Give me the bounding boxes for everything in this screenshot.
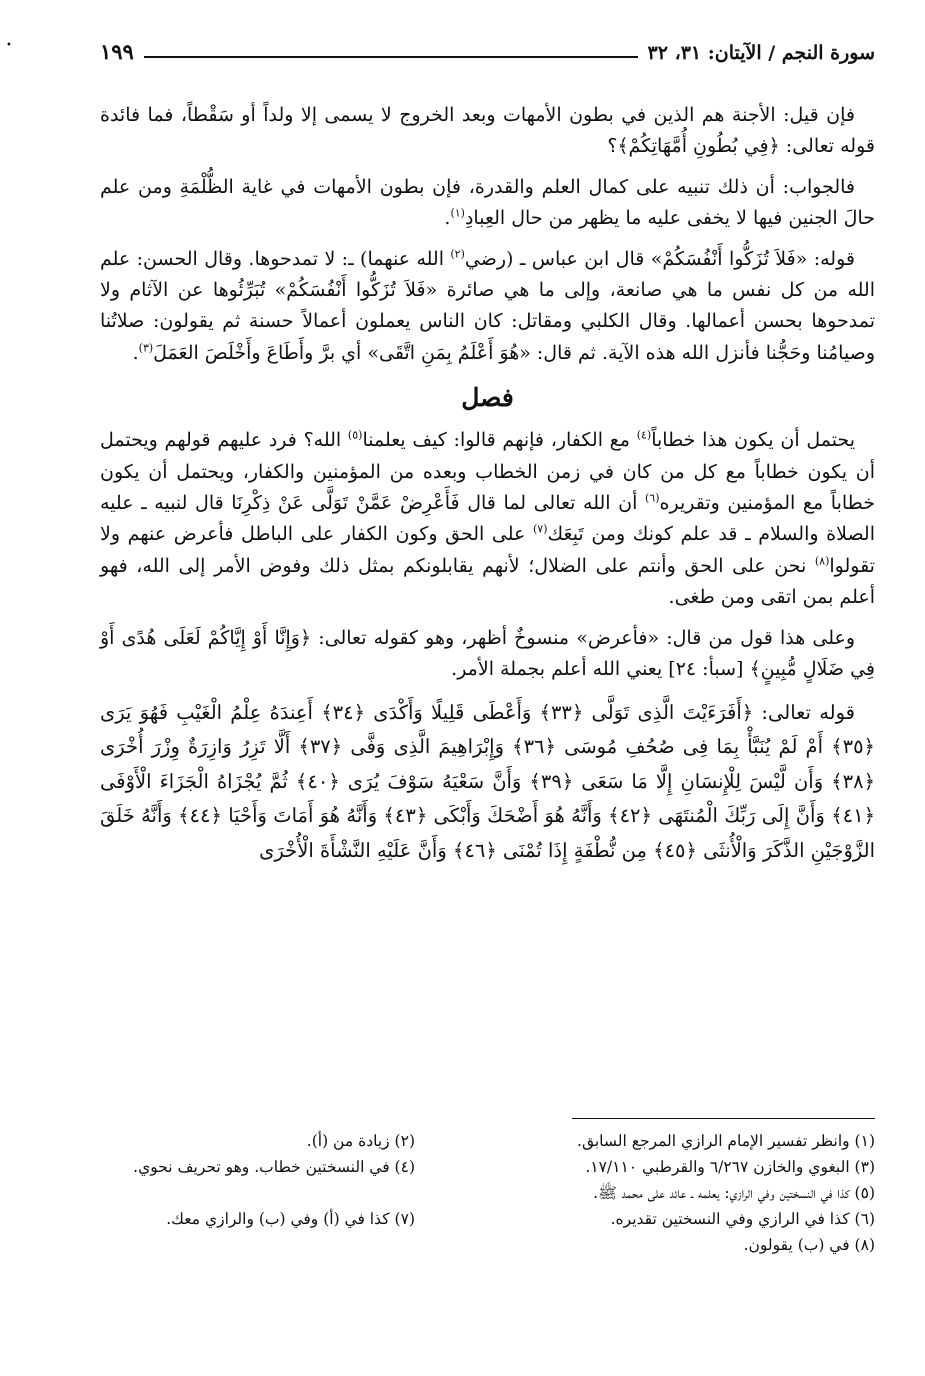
- footnote-ref-4: (٤): [636, 428, 652, 442]
- quran-verses: [100, 696, 875, 869]
- fasl-text-a: يحتمل أن يكون هذا خطاباً: [651, 429, 855, 452]
- footnote-row: [100, 1180, 875, 1206]
- footnote-ref-1: (١): [450, 206, 465, 220]
- margin-dot-icon: •: [6, 40, 12, 51]
- paragraph-answer: [100, 172, 875, 235]
- answer-text: فالجواب: أن ذلك تنبيه على كمال العلم والقدرة، فإن بطون الأمهات في غاية الظُّلْمَةِ ومن علم حالَ الجنين فيها لا يخفى عليه ما يظهر من حال العِبادِ: [100, 175, 875, 230]
- tazkiya-text-b: الله عنهما) ـ: لا تمدحوها. وقال الحسن: علم الله من كل نفس ما هي صانعة، وإلى ما هي صائرة «فَلاَ تُزَكُّوا أَنْفُسَكُمْ» تُبَرِّئُوها عن الآثام ولا تمدحوها بحسن أعمالها. وقال الكلبي ومقاتل: كان الناس يعملون أعمالاً حسنة ثم يقولون: صلاتُنا وصيامُنا وحَجُّنا فأنزل الله هذه الآية. ثم قال: «هُوَ أَعْلَمُ بِمَنِ اتَّقَى» أي برَّ وأَطَاعَ وأَخْلَصَ العَمَلَ: [100, 247, 875, 364]
- paragraph-question-text: فإن قيل: الأجنة هم الذين في بطون الأمهات وبعد الخروج لا يسمى إلا ولداً أو سَقْطاً، فما فائدة قوله تعالى: ﴿فِي بُطُونِ أُمَّهَاتِكُمْ﴾؟: [100, 104, 875, 158]
- footnote-7: (٧) كذا في (أ) وفي (ب) والرازي معك.: [166, 1210, 415, 1228]
- page-header: [100, 30, 875, 64]
- footnote-row: [100, 1154, 875, 1180]
- answer-end: .: [444, 207, 451, 230]
- abrogation-text: وعلى هذا قول من قال: «فأعرض» منسوخٌ أظهر، وهو كقوله تعالى: ﴿وَإِنَّا أَوْ إِيَّاكُمْ لَعَلَى هُدًى أَوْ فِي ضَلَالٍ مُّبِينٍ﴾ [سبأ: ٢٤] يعني الله أعلم بجملة الأمر.: [100, 626, 875, 681]
- footnote-rule: [572, 1118, 875, 1119]
- footnote-ref-7: (٧): [533, 523, 548, 537]
- footnote-ref-6: (٦): [644, 491, 660, 505]
- footnote-8: (٨) في (ب) يقولون.: [743, 1236, 875, 1254]
- fasl-text-f: نحن على الحق وأنتم على الضلال؛ لأنهم يقابلونكم بمثل ذلك وفوض الأمر إلى الله، فهو أعلم بمن اتقى ومن طغى.: [100, 554, 875, 609]
- fasl-text-c: الله؟ فرد عليهم قولهم ويحتمل أن يكون خطاباً مع كل من كان في زمن الخطاب وبعده من المؤمنين والكفار، ويحتمل أن يكون خطاباً مع المؤمنين وتقريره: [100, 429, 875, 515]
- paragraph-fasl: [100, 425, 875, 613]
- footnote-5: (٥) كذا في النسختين وفي الرازي: يعلمه ـ عائد على محمد ﷺ.: [593, 1184, 875, 1202]
- section-title: فصل: [461, 383, 514, 413]
- fasl-text-e: على الحق وكون الكفار على الباطل فأعرض عنهم ولا تقولوا: [100, 523, 875, 577]
- fasl-text-d: أن الله تعالى لما قال فَأَعْرِضْ عَمَّنْ تَوَلَّى عَنْ ذِكْرِنَا قال لنبيه ـ عليه الصلاة والسلام ـ قد علم كونك ومن تَبِعَك: [100, 492, 875, 546]
- fasl-text-b: مع الكفار، فإنهم قالوا: كيف يعلمنا: [362, 429, 630, 452]
- footnote-ref-8: (٨): [814, 554, 830, 568]
- footnote-1: (١) وانظر تفسير الإمام الرازي المرجع السابق.: [577, 1132, 875, 1150]
- page-number: ١٩٩: [100, 39, 134, 64]
- footnote-ref-3: (٣): [138, 341, 154, 355]
- header-rule: [144, 56, 638, 58]
- footnote-6: (٦) كذا في الرازي وفي النسختين تقديره.: [610, 1210, 875, 1228]
- tazkiya-end: .: [132, 341, 139, 364]
- running-title: سورة النجم / الآيتان: ٣١، ٣٢: [647, 42, 875, 64]
- footnote-ref-5: (٥): [347, 428, 363, 442]
- paragraph-abrogation: [100, 623, 875, 686]
- footnote-4: (٤) في النسختين خطاب. وهو تحريف نحوي.: [133, 1158, 415, 1176]
- footnote-3: (٣) البغوي والخازن ٦/٢٦٧ والقرطبي ١٧/١١٠.: [585, 1158, 875, 1176]
- main-text: [100, 100, 875, 877]
- footnote-row: [100, 1232, 875, 1258]
- footnote-row: [100, 1128, 875, 1154]
- footnote-row: [100, 1206, 875, 1232]
- tazkiya-text-a: قوله: «فَلاَ تُزَكُّوا أَنْفُسَكُمْ» قال ابن عباس ـ (رضي: [464, 247, 855, 270]
- footnote-ref-2: (٢): [450, 247, 465, 261]
- footnote-2: (٢) زيادة من (أ).: [306, 1132, 415, 1150]
- footnotes: [100, 1128, 875, 1258]
- paragraph-question: [100, 100, 875, 163]
- verses-text: قوله تعالى: ﴿أَفَرَءَيْتَ الَّذِى تَوَلَّى ﴿٣٣﴾ وَأَعْطَى قَلِيلًا وَأَكْدَى ﴿٣٤﴾ أَعِندَهُ عِلْمُ الْغَيْبِ فَهُوَ يَرَى ﴿٣٥﴾ أَمْ لَمْ يُنَبَّأْ بِمَا فِى صُحُفِ مُوسَى ﴿٣٦﴾ وَإِبْرَاهِيمَ الَّذِى وَفَّى ﴿٣٧﴾ أَلَّا تَزِرُ وَازِرَةٌ وِزْرَ أُخْرَى ﴿٣٨﴾ وَأَن لَّيْسَ لِلْإِنسَانِ إِلَّا مَا سَعَى ﴿٣٩﴾ وَأَنَّ سَعْيَهُ سَوْفَ يُرَى ﴿٤٠﴾ ثُمَّ يُجْزَاهُ الْجَزَاءَ الْأَوْفَى ﴿٤١﴾ وَأَنَّ إِلَى رَبِّكَ الْمُنتَهَى ﴿٤٢﴾ وَأَنَّهُ هُوَ أَضْحَكَ وَأَبْكَى ﴿٤٣﴾ وَأَنَّهُ هُوَ أَمَاتَ وَأَحْيَا ﴿٤٤﴾ وَأَنَّهُ خَلَقَ الزَّوْجَيْنِ الذَّكَرَ وَالْأُنثَى ﴿٤٥﴾ مِن نُّطْفَةٍ إِذَا تُمْنَى ﴿٤٦﴾ وَأَنَّ عَلَيْهِ النَّشْأَةَ الْأُخْرَى: [100, 700, 876, 862]
- paragraph-tazkiya: [100, 244, 875, 370]
